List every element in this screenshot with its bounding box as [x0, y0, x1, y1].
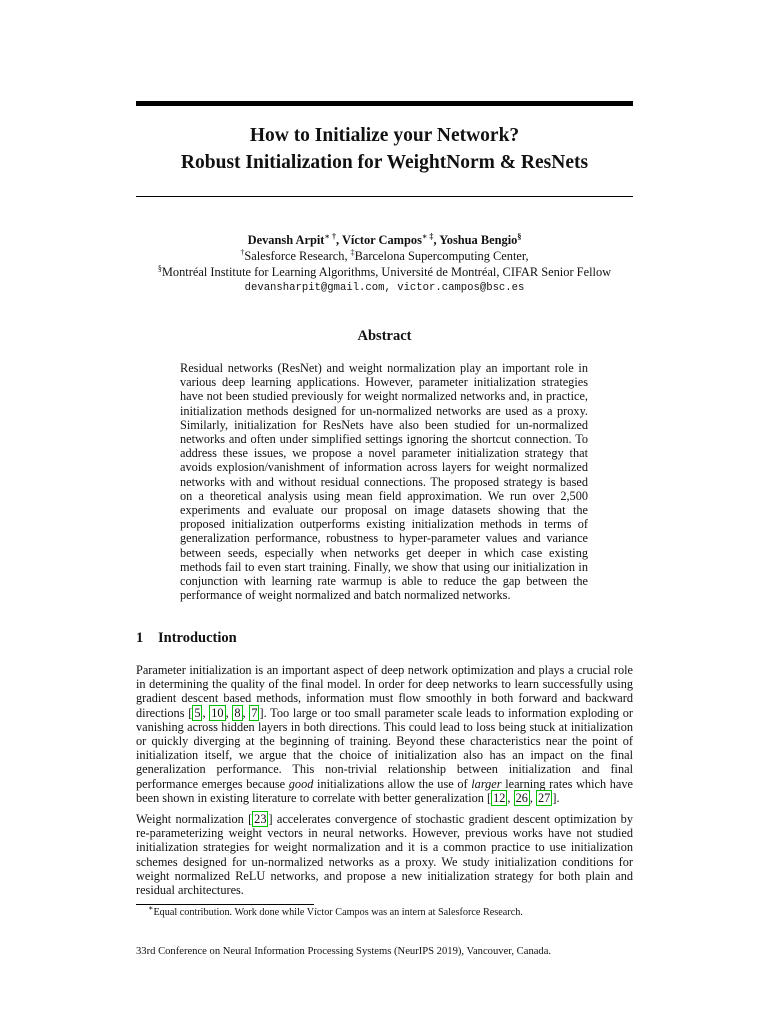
citation-link[interactable]: 5	[194, 705, 201, 720]
citation-link[interactable]: 7	[251, 705, 258, 720]
p1-text-d: learning rates which have been shown in existing literature to correlate with better generalization	[136, 776, 633, 805]
abstract-text: Residual networks (ResNet) and weight normalization play an important role in various deep learning applications. However, parameter initialization strategies have not been studied previously for weight normalized networks and, in practice, initialization methods designed for un-normalized networks are used as a proxy. Similarly, initialization for ResNets have also been studied for un-normalized networks and often under simplified settings ignoring the shortcut connection. To address these issues, we propose a novel parameter initialization strategy that avoids explosion/vanishment of information across layers for weight normalized networks with and without residual connections. The proposed strategy is based on a theoretical analysis using mean field approximation. We run over 2,500 experiments and evaluate our proposal on image datasets showing that the proposed initialization outperforms existing initialization methods in terms of generalization performance, robustness to hyper-parameter values and variance between seeds, especially when networks get deeper in which case existing methods fail to even start training. Finally, we show that using our initialization in conjunction with learning rate warmup is able to reduce the gap between the performance of weight normalized and batch normalized networks.	[180, 361, 588, 603]
author-2-marks: ∗ ‡	[421, 231, 434, 241]
paper-title	[136, 122, 633, 176]
abstract-heading: Abstract	[357, 328, 412, 344]
affiliation-2: Barcelona Supercomputing Center,	[354, 249, 529, 263]
footnote-text: Equal contribution. Work done while Víctor Campos was an intern at Salesforce Research.	[153, 907, 523, 918]
section-heading-introduction	[136, 630, 237, 647]
affiliation-1-mark: †	[240, 247, 245, 257]
title-line-2: Robust Initialization for WeightNorm & ResNets	[180, 152, 589, 173]
citation-link[interactable]: 27	[538, 790, 551, 805]
p1-text-c: initializations allow the use of	[313, 776, 472, 791]
author-3-marks: §	[517, 231, 522, 241]
venue-note: 33rd Conference on Neural Information Processing Systems (NeurIPS 2019), Vancouver, Canada.	[136, 946, 552, 957]
intro-paragraph-1	[136, 663, 633, 805]
footnote-rule	[136, 904, 314, 905]
author-3: Yoshua Bengio	[439, 233, 518, 247]
citation-group-2: [ 12 , 26 , 27 ]	[487, 790, 557, 805]
citation-link[interactable]: 8	[234, 705, 241, 720]
affiliation-1: Salesforce Research,	[244, 249, 351, 263]
section-number: 1	[136, 630, 144, 646]
p1-text-e: .	[556, 790, 560, 805]
intro-paragraph-2: Weight normalization [ 23 ] accelerates convergence of stochastic gradient descent optimization by re-parameterizing weight vectors in neural networks. However, previous works have not studied initialization strategies for weight normalization and it is a common practice to use initialization schemes designed for un-normalized networks as a proxy. We study initialization conditions for weight normalized ReLU networks, and propose a new initialization strategy for both plain and residual architectures.	[136, 812, 633, 898]
top-rule	[136, 101, 633, 106]
author-emails: devansharpit@gmail.com, victor.campos@bsc.es	[244, 282, 525, 294]
section-title: Introduction	[158, 630, 237, 646]
p1-text-a: Parameter initialization is an important aspect of deep network optimization and plays a crucial role in determining the quality of the final model. In order for deep networks to learn successfully using gradient descent based methods, information must flow smoothly in both forward and backward directions	[136, 663, 633, 720]
citation-link[interactable]: 26	[515, 790, 528, 805]
p1-emphasis-larger: larger	[471, 776, 502, 791]
p2-text-b: accelerates convergence of stochastic gradient descent optimization by re-parameterizing weight vectors in neural networks. However, previous works have not studied initialization strategies for weight normalization and it is a common practice to use initialization schemes designed for un-normalized networks as a proxy. We study initialization conditions for weight normalized ReLU networks, and propose a new initialization strategy for both plain and residual architectures.	[136, 812, 633, 898]
p2-text-a: Weight normalization	[136, 812, 249, 826]
email-1[interactable]: devansharpit@gmail.com	[244, 282, 385, 294]
author-1-marks: ∗ †	[324, 231, 336, 241]
affiliation-3: Montréal Institute for Learning Algorithms, Université de Montréal, CIFAR Senior Fellow	[161, 265, 612, 279]
author-names: Devansh Arpit∗ †, Víctor Campos∗ ‡, Yoshua Bengio§	[247, 231, 522, 247]
footnote	[136, 903, 633, 919]
affiliation-line-2	[120, 264, 649, 280]
p1-text-b: . Too large or too small parameter scale leads to information exploding or vanishing across hidden layers in both directions. This could lead to loss being stuck at initialization or quickly diverging at the beginning of training. Beyond these characteristics near the point of initialization itself, we argue that the choice of initialization also has an impact on the final generalization performance. This non-trivial relationship between initialization and final performance emerges because	[136, 705, 633, 791]
citation-group-1: [ 5 , 10 , 8 , 7 ]	[188, 705, 264, 720]
author-block	[120, 232, 649, 296]
affiliation-3-mark: §	[157, 263, 162, 273]
affiliation-line-1	[120, 248, 649, 264]
title-line-1: How to Initialize your Network?	[249, 125, 520, 146]
citation-link[interactable]: 10	[211, 705, 224, 720]
citation-link[interactable]: 23	[254, 812, 267, 826]
p1-emphasis-good: good	[288, 776, 314, 791]
affiliation-2-mark: ‡	[350, 247, 355, 257]
citation-link[interactable]: 12	[493, 790, 506, 805]
footnote-mark: ∗	[148, 903, 154, 913]
author-1: Devansh Arpit	[247, 233, 325, 247]
title-bottom-rule	[136, 196, 633, 197]
author-2: Víctor Campos	[341, 233, 422, 247]
email-2[interactable]: victor.campos@bsc.es	[397, 282, 525, 294]
